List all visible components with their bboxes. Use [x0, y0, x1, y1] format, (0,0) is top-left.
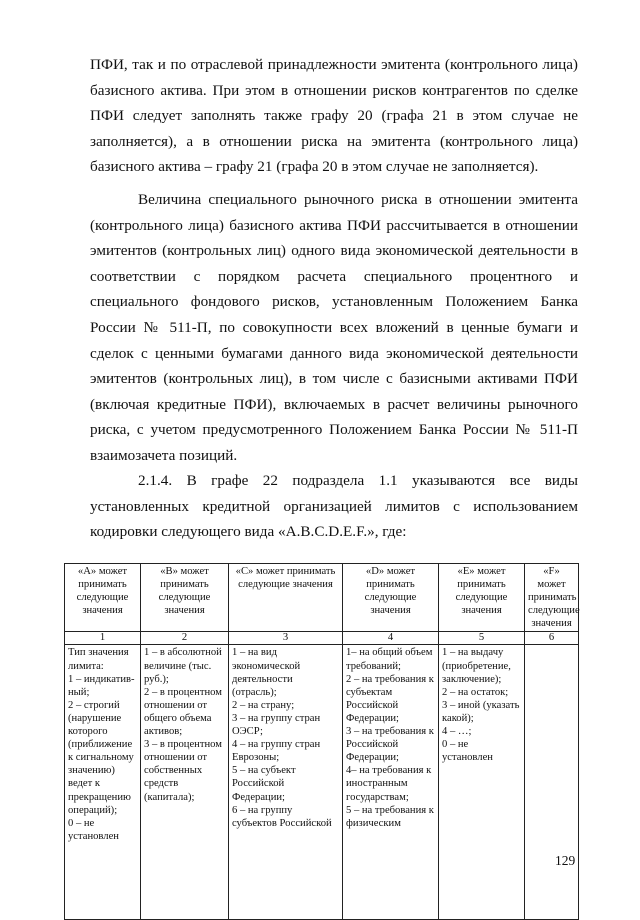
text-line: Величина специального рыночного риска в отношении эмитента — [138, 191, 578, 208]
paragraph-2 — [90, 187, 578, 469]
text-line: взаимозачета позиций. — [90, 446, 238, 464]
table-header-row — [65, 564, 579, 632]
table-cell-f — [525, 645, 579, 920]
text-line: кодировки следующего вида «A.B.C.D.E.F.», где: — [90, 523, 407, 541]
paragraph-3 — [90, 468, 578, 545]
text-line: России № 511-П, по совокупности всех вложений в ценные бумаги и — [90, 318, 578, 336]
table-cell-d: 1– на общий объем требований; 2 – на требования к субъектам Российской Федерации; 3 – на требования к Российской Федерации; 4– на требования к иностранным государствам; 5 – на требования к физическим — [343, 645, 439, 920]
header-cell-a: «А» может принимать следующие значения — [65, 564, 141, 632]
header-cell-c: «С» может принимать следующие значения — [229, 564, 343, 632]
table-row — [65, 645, 579, 920]
text-line: эмитентов (контрольных лиц) одного вида экономической деятельности в — [90, 242, 578, 260]
text-line: специального фондового рисков, установленным Положением Банка — [90, 293, 578, 311]
column-number: 2 — [141, 632, 229, 645]
text-line: базисного актива – графу 21 (графа 20 в этом случае не заполняется). — [90, 158, 539, 176]
text-line: базисного актива. При этом в отношении рисков контрагентов по сделке — [90, 81, 578, 99]
header-cell-f: «F» может принимать следующие значения — [525, 564, 579, 632]
header-cell-b: «В» может принимать следующие значения — [141, 564, 229, 632]
header-cell-e: «Е» может принимать следующие значения — [439, 564, 525, 632]
text-line: риска, с учетом предусмотренного Положением Банка России № 511-П — [90, 421, 578, 439]
text-line: заполняется), а в отношении риска на эмитента (контрольного лица) — [90, 132, 578, 150]
text-line: сделок с ценными бумагами данного вида экономической деятельности — [90, 344, 578, 362]
table-cell-a: Тип значения лимита: 1 – индикатив-ный; 2 – строгий (нарушение которого (приближение к сигнальному значению) ведет к прекращению операций); 0 – не установлен — [65, 645, 141, 920]
column-number-row — [65, 632, 579, 645]
text-line: установленных кредитной организацией лимитов с использованием — [90, 497, 578, 515]
table-cell-c: 1 – на вид экономической деятельности (отрасль); 2 – на страну; 3 – на группу стран ОЭСР; 4 – на группу стран Еврозоны; 5 – на субъект Российской Федерации; 6 – на группу субъектов Российской — [229, 645, 343, 920]
page-number: 129 — [555, 853, 576, 868]
column-number: 3 — [229, 632, 343, 645]
text-line: эмитентов (контрольных лиц), в том числе с базисными активами ПФИ — [90, 370, 578, 388]
text-line: (включая кредитные ПФИ), включаемых в расчет величины рыночного — [90, 395, 578, 413]
column-number: 6 — [525, 632, 579, 645]
table-cell-e: 1 – на выдачу (приобретение, заключение); 2 – на остаток; 3 – иной (указать какой); 4 – …; 0 – не установлен — [439, 645, 525, 920]
text-line: (контрольного лица) базисного актива ПФИ рассчитывается в отношении — [90, 216, 578, 234]
text-line: ПФИ следует заполнять также графу 20 (графа 21 в этом случае не — [90, 107, 578, 125]
column-number: 5 — [439, 632, 525, 645]
column-number: 4 — [343, 632, 439, 645]
table-cell-b: 1 – в абсолютной величине (тыс. руб.); 2 – в процентном отношении от общего объема активов; 3 – в процентном отношении от собственных средств (капитала); — [141, 645, 229, 920]
text-line: 2.1.4. В графе 22 подраздела 1.1 указываются все виды — [138, 472, 578, 489]
header-cell-d: «D» может принимать следующие значения — [343, 564, 439, 632]
paragraph-1 — [90, 52, 578, 180]
column-number: 1 — [65, 632, 141, 645]
text-line: ПФИ, так и по отраслевой принадлежности эмитента (контрольного лица) — [90, 56, 578, 73]
limit-codes-table — [64, 563, 579, 920]
text-line: соответствии с порядком расчета специального процентного и — [90, 267, 578, 285]
